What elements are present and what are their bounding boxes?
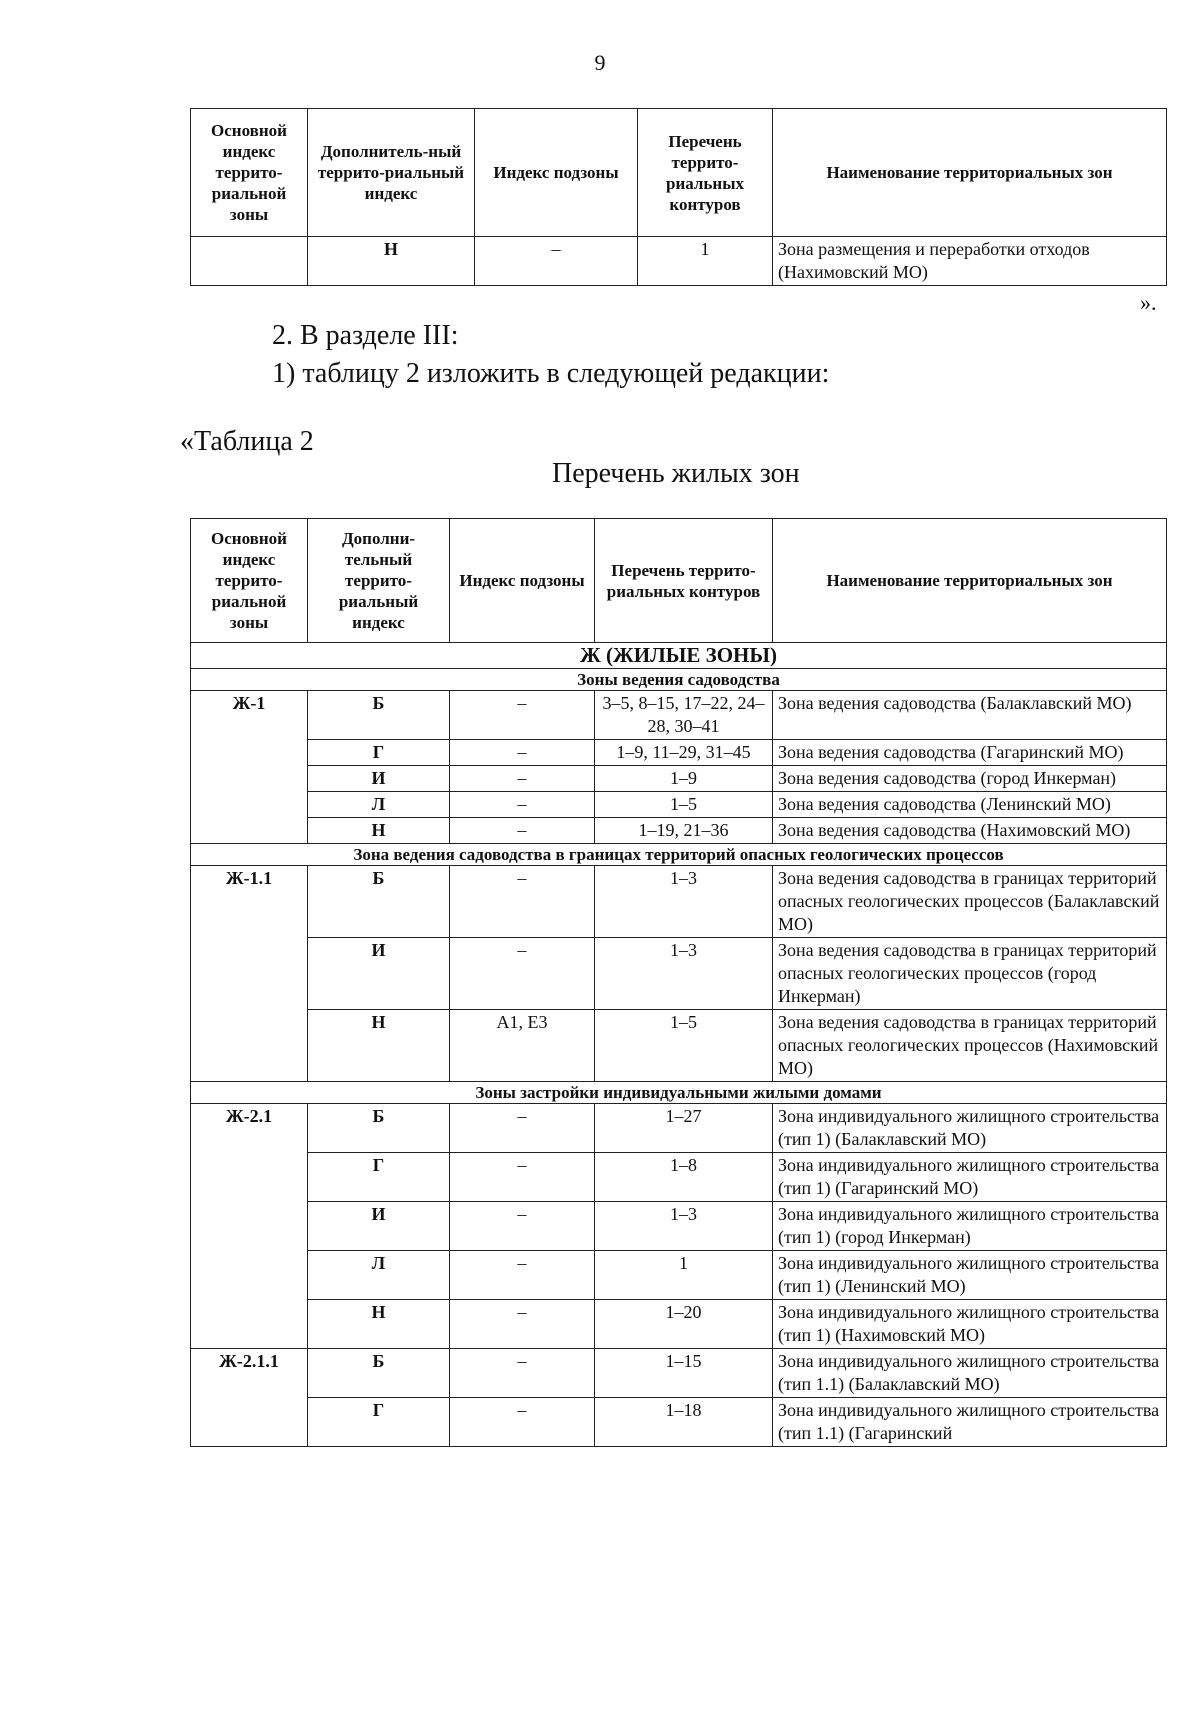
cell-additional-index: Н xyxy=(308,1010,450,1082)
cell-subzone: – xyxy=(450,766,595,792)
cell-additional-index: И xyxy=(308,1202,450,1251)
cell-contours: 1–9 xyxy=(595,766,773,792)
cell-additional-index: Н xyxy=(308,1300,450,1349)
group-title: Зоны застройки индивидуальными жилыми домами xyxy=(191,1082,1167,1104)
cell-main-index: Ж-2.1 xyxy=(191,1104,308,1349)
section-heading: 2. В разделе III: xyxy=(272,320,459,351)
cell-additional-index: Л xyxy=(308,792,450,818)
table-header-row xyxy=(191,519,1167,643)
cell-additional-index: Н xyxy=(308,237,475,286)
cell-subzone: А1, Е3 xyxy=(450,1010,595,1082)
cell-additional-index: Б xyxy=(308,1349,450,1398)
cell-contours: 3–5, 8–15, 17–22, 24–28, 30–41 xyxy=(595,691,773,740)
group-row xyxy=(191,1082,1167,1104)
table-row xyxy=(191,938,1167,1010)
cell-additional-index: Г xyxy=(308,1398,450,1447)
cell-zone-name: Зона индивидуального жилищного строительства (тип 1.1) (Балаклавский МО) xyxy=(773,1349,1167,1398)
cell-subzone: – xyxy=(450,818,595,844)
instruction-text: 1) таблицу 2 изложить в следующей редакции: xyxy=(272,358,830,389)
cell-main-index: Ж-1.1 xyxy=(191,866,308,1082)
table-row xyxy=(191,792,1167,818)
cell-contours: 1–8 xyxy=(595,1153,773,1202)
section-title: Ж (ЖИЛЫЕ ЗОНЫ) xyxy=(191,643,1167,669)
cell-subzone: – xyxy=(450,792,595,818)
cell-additional-index: И xyxy=(308,766,450,792)
group-row xyxy=(191,844,1167,866)
page-number: 9 xyxy=(594,50,606,75)
cell-subzone: – xyxy=(450,1104,595,1153)
cell-contours: 1–3 xyxy=(595,866,773,938)
cell-zone-name: Зона ведения садоводства (город Инкерман) xyxy=(773,766,1167,792)
header-contours: Перечень террито-риальных контуров xyxy=(595,519,773,643)
group-row xyxy=(191,669,1167,691)
cell-zone-name: Зона индивидуального жилищного строительства (тип 1) (Нахимовский МО) xyxy=(773,1300,1167,1349)
cell-contours: 1–18 xyxy=(595,1398,773,1447)
cell-subzone: – xyxy=(450,1300,595,1349)
cell-contours: 1 xyxy=(638,237,773,286)
table-row xyxy=(191,1202,1167,1251)
cell-zone-name: Зона размещения и переработки отходов (Нахимовский МО) xyxy=(773,237,1167,286)
cell-subzone: – xyxy=(450,1153,595,1202)
header-additional-index: Дополни-тельный террито-риальный индекс xyxy=(308,519,450,643)
section-row xyxy=(191,643,1167,669)
cell-additional-index: Б xyxy=(308,866,450,938)
table-row xyxy=(191,1104,1167,1153)
table-row xyxy=(191,740,1167,766)
cell-contours: 1–5 xyxy=(595,792,773,818)
table-row xyxy=(191,237,1167,286)
cell-main-index xyxy=(191,237,308,286)
cell-subzone: – xyxy=(475,237,638,286)
cell-zone-name: Зона ведения садоводства (Ленинский МО) xyxy=(773,792,1167,818)
header-subzone-index: Индекс подзоны xyxy=(450,519,595,643)
cell-zone-name: Зона ведения садоводства (Балаклавский МО) xyxy=(773,691,1167,740)
header-additional-index: Дополнитель-ный террито-риальный индекс xyxy=(308,109,475,237)
cell-contours: 1–27 xyxy=(595,1104,773,1153)
table-header-row xyxy=(191,109,1167,237)
table-title: Перечень жилых зон xyxy=(552,458,800,489)
cell-contours: 1 xyxy=(595,1251,773,1300)
cell-subzone: – xyxy=(450,1202,595,1251)
cell-zone-name: Зона ведения садоводства в границах территорий опасных геологических процессов (Балаклавский МО) xyxy=(773,866,1167,938)
cell-main-index: Ж-2.1.1 xyxy=(191,1349,308,1447)
cell-zone-name: Зона ведения садоводства (Гагаринский МО) xyxy=(773,740,1167,766)
table-row xyxy=(191,1153,1167,1202)
cell-zone-name: Зона индивидуального жилищного строительства (тип 1) (Гагаринский МО) xyxy=(773,1153,1167,1202)
table-row xyxy=(191,818,1167,844)
cell-subzone: – xyxy=(450,1251,595,1300)
cell-contours: 1–15 xyxy=(595,1349,773,1398)
cell-subzone: – xyxy=(450,1398,595,1447)
cell-main-index: Ж-1 xyxy=(191,691,308,844)
cell-contours: 1–20 xyxy=(595,1300,773,1349)
cell-contours: 1–19, 21–36 xyxy=(595,818,773,844)
cell-subzone: – xyxy=(450,1349,595,1398)
header-zone-name: Наименование территориальных зон xyxy=(773,519,1167,643)
cell-contours: 1–5 xyxy=(595,1010,773,1082)
cell-zone-name: Зона ведения садоводства в границах территорий опасных геологических процессов (город Инкерман) xyxy=(773,938,1167,1010)
table-row xyxy=(191,1010,1167,1082)
cell-additional-index: Б xyxy=(308,691,450,740)
table-label: «Таблица 2 xyxy=(180,426,314,457)
header-main-index: Основной индекс террито-риальной зоны xyxy=(191,109,308,237)
cell-additional-index: Г xyxy=(308,740,450,766)
group-title: Зона ведения садоводства в границах территорий опасных геологических процессов xyxy=(191,844,1167,866)
cell-zone-name: Зона индивидуального жилищного строительства (тип 1) (Ленинский МО) xyxy=(773,1251,1167,1300)
residential-zones-table xyxy=(190,518,1167,1447)
cell-additional-index: И xyxy=(308,938,450,1010)
table-row xyxy=(191,691,1167,740)
header-main-index: Основной индекс террито-риальной зоны xyxy=(191,519,308,643)
cell-contours: 1–3 xyxy=(595,1202,773,1251)
table-row xyxy=(191,866,1167,938)
table-row xyxy=(191,766,1167,792)
cell-zone-name: Зона индивидуального жилищного строительства (тип 1.1) (Гагаринский xyxy=(773,1398,1167,1447)
closing-quote: ». xyxy=(1140,290,1157,315)
cell-additional-index: Н xyxy=(308,818,450,844)
group-title: Зоны ведения садоводства xyxy=(191,669,1167,691)
cell-zone-name: Зона индивидуального жилищного строительства (тип 1) (город Инкерман) xyxy=(773,1202,1167,1251)
table-row xyxy=(191,1349,1167,1398)
cell-contours: 1–9, 11–29, 31–45 xyxy=(595,740,773,766)
header-zone-name: Наименование территориальных зон xyxy=(773,109,1167,237)
cell-additional-index: Л xyxy=(308,1251,450,1300)
waste-zone-table xyxy=(190,108,1167,286)
cell-subzone: – xyxy=(450,866,595,938)
cell-zone-name: Зона ведения садоводства в границах территорий опасных геологических процессов (Нахимовский МО) xyxy=(773,1010,1167,1082)
cell-additional-index: Г xyxy=(308,1153,450,1202)
header-contours: Перечень террито-риальных контуров xyxy=(638,109,773,237)
table-body xyxy=(191,643,1167,1447)
cell-subzone: – xyxy=(450,740,595,766)
cell-zone-name: Зона ведения садоводства (Нахимовский МО) xyxy=(773,818,1167,844)
cell-zone-name: Зона индивидуального жилищного строительства (тип 1) (Балаклавский МО) xyxy=(773,1104,1167,1153)
cell-contours: 1–3 xyxy=(595,938,773,1010)
table-row xyxy=(191,1300,1167,1349)
cell-subzone: – xyxy=(450,691,595,740)
table-row xyxy=(191,1251,1167,1300)
cell-additional-index: Б xyxy=(308,1104,450,1153)
table-row xyxy=(191,1398,1167,1447)
cell-subzone: – xyxy=(450,938,595,1010)
header-subzone-index: Индекс подзоны xyxy=(475,109,638,237)
